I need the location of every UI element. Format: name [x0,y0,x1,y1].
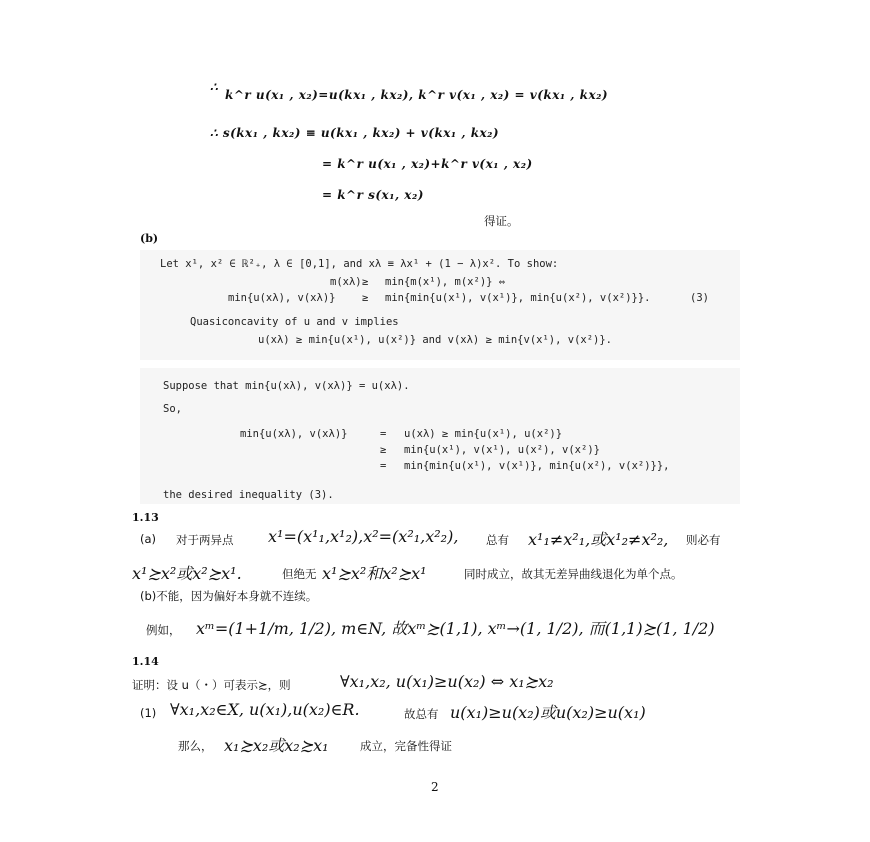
item-1-math-2: u(x₁)≥u(x₂)或u(x₂)≥u(x₁) [450,703,646,722]
equation-line-2: ∴ s(kx₁ , kx₂) ≡ u(kx₁ , kx₂) + v(kx₁ , kx₂) [210,126,500,140]
a-math-4: x¹≿x²和x²≿x¹ [322,564,427,583]
then-text: 那么， [178,739,213,753]
chain-1-lhs: min{u(xλ), v(xλ)} [240,428,348,440]
example-math: xᵐ=(1+1/m, 1/2), m∈N, 故xᵐ≿(1,1), xᵐ→(1, 1/2), 而(1,1)≿(1, 1/2) [196,619,715,638]
chain-2-rhs: min{u(x¹), v(x¹), u(x²), v(x²)} [404,444,600,456]
a-math-2: x¹₁≠x²₁,或x¹₂≠x²₂, [528,530,669,549]
quasiconcavity-equation: u(xλ) ≥ min{u(x¹), u(x²)} and v(xλ) ≥ min{v(x¹), v(x²)}. [258,334,613,346]
a-text-1: 对于两异点 [176,533,234,547]
eq2-number: (3) [690,292,709,304]
then-end: 成立，完备性得证 [360,739,452,753]
chain-1-rhs: u(xλ) ≥ min{u(x¹), u(x²)} [404,428,563,440]
page-number: 2 [431,780,439,794]
a-text-5: 同时成立，故其无差异曲线退化为单个点。 [464,567,683,581]
let-intro: Let x¹, x² ∈ ℝ²₊, λ ∈ [0,1], and xλ ≡ λx¹ + (1 − λ)x². To show: [160,258,559,270]
eq2-op: ≥ [362,292,369,304]
therefore-symbol: ∴ [210,80,219,94]
item-1-label: (1) [140,706,157,720]
item-1-math: ∀x₁,x₂∈X, u(x₁),u(x₂)∈R. [170,700,360,719]
proved-text: 得证。 [484,214,519,228]
chain-3-op: = [380,460,387,472]
eq2-lhs: min{u(xλ), v(xλ)} [228,292,336,304]
a-text-4: 但绝无 [282,567,317,581]
eq1-lhs: m(xλ) [330,276,362,288]
chain-1-op: = [380,428,387,440]
section-1-13-number: 1.13 [132,511,159,524]
then-math: x₁≿x₂或x₂≿x₁ [224,736,329,755]
a-text-2: 总有 [486,533,509,547]
a-text-3: 则必有 [686,533,721,547]
eq2-rhs: min{min{u(x¹), v(x¹)}, min{u(x²), v(x²)}}. [385,292,651,304]
section-1-14-number: 1.14 [132,655,159,668]
equation-line-3: = k^r u(x₁ , x₂)+k^r v(x₁ , x₂) [322,157,533,171]
quasiconcavity-text: Quasiconcavity of u and v implies [190,316,399,328]
a-math-1: x¹=(x¹₁,x¹₂),x²=(x²₁,x²₂), [268,527,459,546]
suppose-text: Suppose that min{u(xλ), v(xλ)} = u(xλ). [163,380,410,392]
chain-3-rhs: min{min{u(x¹), v(x¹)}, min{u(x²), v(x²)}}, [404,460,670,472]
eq1-rhs: min{m(x¹), m(x²)} ⇔ [385,276,506,288]
item-1-text: 故总有 [404,707,439,721]
equation-line-1: k^r u(x₁ , x₂)=u(kx₁ , kx₂), k^r v(x₁ , x₂) = v(kx₁ , kx₂) [225,88,609,102]
example-label: 例如， [146,623,181,637]
so-text: So, [163,403,182,415]
part-b-answer: (b)不能，因为偏好本身就不连续。 [140,589,318,603]
eq1-op: ≥ [362,276,369,288]
equation-line-4: = k^r s(x₁, x₂) [322,188,424,202]
part-a-label: (a) [140,532,157,546]
part-b-label: (b) [140,232,159,245]
chain-2-op: ≥ [380,444,387,456]
proof-math: ∀x₁,x₂, u(x₁)≥u(x₂) ⇔ x₁≿x₂ [340,672,554,691]
proof-text: 证明：设 u（・）可表示≿，则 [132,678,291,692]
a-math-3: x¹≿x²或x²≿x¹. [132,564,242,583]
desired-inequality-text: the desired inequality (3). [163,489,334,501]
